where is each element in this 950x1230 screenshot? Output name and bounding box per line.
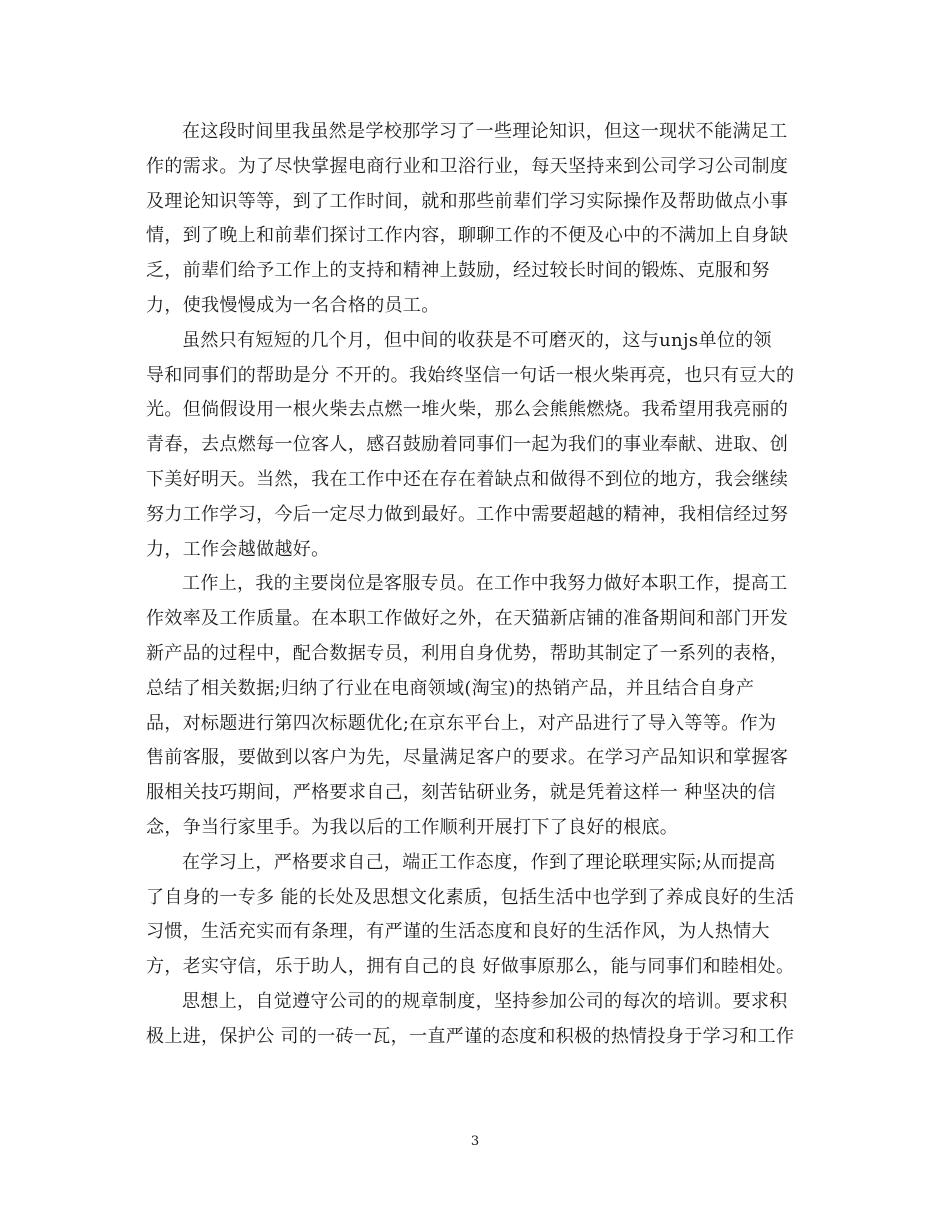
text-line: 工作上，我的主要岗位是客服专员。在工作中我努力做好本职工作，提高工 [182,573,788,595]
text-line: 努力工作学习，今后一定尽力做到最好。工作中需要超越的精神，我相信经过努 [146,503,789,525]
text-line: 习惯，生活充实而有条理，有严谨的生活态度和良好的生活作风，为人热情大 [146,921,770,943]
text-line: 售前客服，要做到以客户为先，尽量满足客户的要求。在学习产品知识和掌握客 [146,747,789,769]
text-line: 作的需求。为了尽快掌握电商行业和卫浴行业，每天坚持来到公司学习公司制度 [146,155,789,177]
paragraph-3 [146,567,806,845]
text-line: 服相关技巧期间，严格要求自己，刻苦钻研业务，就是凭着这样一 种坚决的信 [146,782,776,804]
paragraph-1 [146,115,806,324]
text-line: 新产品的过程中，配合数据专员，利用自身优势，帮助其制定了一系列的表格， [146,642,789,664]
paragraph-5 [146,985,806,1055]
text-line: 青春，去点燃每一位客人，感召鼓励着同事们一起为我们的事业奉献、进取、创 [146,434,789,456]
text-line: 导和同事们的帮助是分 不开的。我始终坚信一句话一根火柴再亮，也只有豆大的 [146,364,795,386]
text-line: 作效率及工作质量。在本职工作做好之外，在天猫新店铺的准备期间和部门开发 [146,608,789,630]
text-line: 情，到了晚上和前辈们探讨工作内容，聊聊工作的不便及心中的不满加上自身缺 [146,225,789,247]
text-line: 在这段时间里我虽然是学校那学习了一些理论知识，但这一现状不能满足工 [182,121,788,142]
text-line: 思想上，自觉遵守公司的的规章制度，坚持参加公司的每次的培训。要求积 [182,990,788,1012]
text-line: 在学习上，严格要求自己，端正工作态度，作到了理论联理实际;从而提高 [182,851,776,873]
text-line: 了自身的一专多 能的长处及思想文化素质，包括生活中也学到了养成良好的生活 [146,886,795,908]
text-line: 及理论知识等等，到了工作时间，就和那些前辈们学习实际操作及帮助做点小事 [146,190,789,212]
text-line: 极上进，保护公 司的一砖一瓦，一直严谨的态度和积极的热情投身于学习和工作 [146,1025,795,1047]
text-line: 总结了相关数据;归纳了行业在电商领域(淘宝)的热销产品，并且结合自身产 [146,677,755,699]
body-text [146,115,806,1055]
text-line: 方，老实守信，乐于助人，拥有自己的良 好做事原那么，能与同事们和睦相处。 [146,956,795,978]
text-line: 光。但倘假设用一根火柴去点燃一堆火柴，那么会熊熊燃烧。我希望用我亮丽的 [146,399,789,421]
text-line: 下美好明天。当然，我在工作中还在存在着缺点和做得不到位的地方，我会继续 [146,468,789,490]
text-line: 乏，前辈们给予工作上的支持和精神上鼓励，经过较长时间的锻炼、克服和努 [146,260,770,282]
page-number: 3 [470,1134,480,1149]
text-line: 品，对标题进行第四次标题优化;在京东平台上，对产品进行了导入等等。作为 [146,712,777,734]
paragraph-4 [146,846,806,985]
text-line: 力，使我慢慢成为一名合格的员工。 [146,294,440,316]
text-line: 力，工作会越做越好。 [146,538,330,560]
paragraph-2 [146,324,806,568]
text-line: 念，争当行家里手。为我以后的工作顺利开展打下了良好的根底。 [146,816,679,838]
text-line: 虽然只有短短的几个月，但中间的收获是不可磨灭的，这与unjs单位的领 [182,329,772,351]
